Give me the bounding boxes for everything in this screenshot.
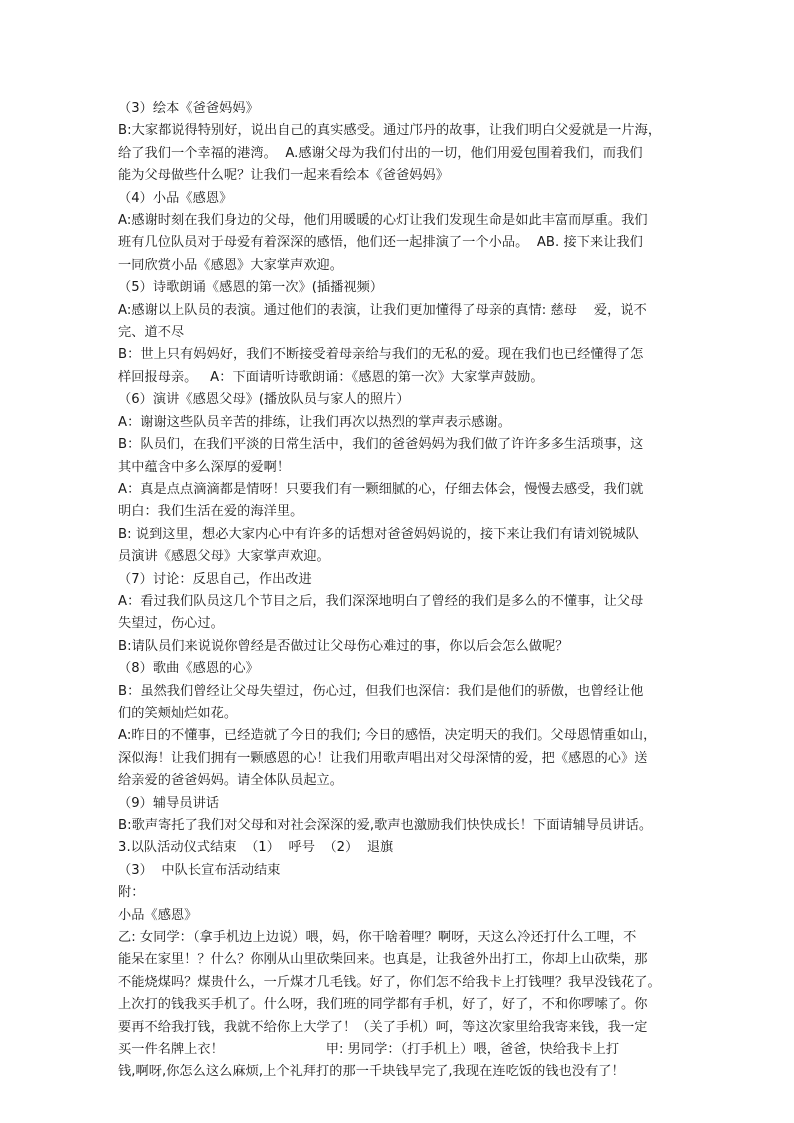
section-heading: （6）演讲《感恩父母》(播放队员与家人的照片）	[118, 392, 410, 408]
paragraph-line: A:感谢以上队员的表演。通过他们的表演，让我们更加懂得了母亲的真情: 慈母 爱，说不	[118, 302, 647, 318]
appendix-title: 小品《感恩》	[118, 907, 198, 923]
paragraph-line: A:昨日的不懂事，已经造就了今日的我们; 今日的感悟，决定明天的我们。父母恩情重如山，	[118, 728, 657, 744]
paragraph-line: A:感谢时刻在我们身边的父母，他们用暖暖的心灯让我们发现生命是如此丰富而厚重。我们	[118, 213, 648, 229]
paragraph-line: B:歌声寄托了我们对父母和对社会深深的爱,歌声也激励我们快快成长！下面请辅导员讲话。	[118, 818, 653, 833]
section-heading: （4）小品《感恩》	[118, 190, 233, 206]
paragraph-line: 一同欣赏小品《感恩》大家掌声欢迎。	[118, 257, 344, 273]
paragraph-line: 上次打的钱我买手机了。什么呀，我们班的同学都有手机，好了，好了，不和你啰嗦了。你	[118, 997, 648, 1013]
paragraph-line: 员演讲《感恩父母》大家掌声欢迎。	[118, 549, 330, 565]
section-heading: （5）诗歌朗诵《感恩的第一次》(插播视频）	[118, 280, 384, 296]
paragraph-line: 钱,啊呀,你怎么这么麻烦,上个礼拜打的那一千块钱早完了,我现在连吃饭的钱也没有了！	[118, 1064, 625, 1080]
paragraph-line: A：真是点点滴滴都是情呀！只要我们有一颗细腻的心，仔细去体会，慢慢去感受，我们就	[118, 481, 644, 497]
paragraph-line: B:大家都说得特别好，说出自己的真实感受。通过邝丹的故事，让我们明白父爱就是一片海，	[118, 123, 662, 139]
paragraph-line: 其中蕴含中多么深厚的爱啊！	[118, 459, 291, 475]
paragraph-line: A：看过我们队员这几个节目之后，我们深深地明白了曾经的我们是多么的不懂事，让父母	[118, 593, 644, 609]
section-heading: （7）讨论：反思自己，作出改进	[118, 571, 312, 587]
paragraph-line: 能呆在家里！？什么？你刚从山里砍柴回来。也真是，让我爸外出打工，你却上山砍柴，那	[118, 952, 648, 968]
paragraph-line: 能为父母做些什么呢？让我们一起来看绘本《爸爸妈妈》	[118, 168, 449, 184]
paragraph-line: B:请队员们来说说你曾经是否做过让父母伤心难过的事，你以后会怎么做呢？	[118, 638, 569, 654]
paragraph-line: 不能烧煤吗？煤贵什么，一斤煤才几毛钱。好了，你们怎不给我卡上打钱哩？我早没钱花了。	[118, 974, 661, 990]
paragraph-line: 要再不给我打钱，我就不给你上大学了！（关了手机）呵，等这次家里给我寄来钱，我一定	[118, 1019, 648, 1035]
paragraph-line: B：世上只有妈妈好，我们不断接受着母亲给与我们的无私的爱。现在我们也已经懂得了怎	[118, 347, 644, 363]
paragraph-line: 班有几位队员对于母爱有着深深的感悟，他们还一起排演了一个小品。 AB. 接下来让我们	[118, 235, 643, 251]
paragraph-line: 样回报母亲。 A：下面请听诗歌朗诵：《感恩的第一次》大家掌声鼓励。	[118, 369, 544, 385]
paragraph-line: B：队员们，在我们平淡的日常生活中，我们的爸爸妈妈为我们做了许许多多生活琐事，这	[118, 437, 644, 453]
paragraph-line: 买一件名牌上衣！ 甲: 男同学：（打手机上）喂，爸爸，快给我卡上打	[118, 1042, 620, 1058]
paragraph-line: 给了我们一个幸福的港湾。 A.感谢父母为我们付出的一切，他们用爱包围着我们，而我们	[118, 145, 643, 161]
document-body	[118, 98, 686, 1084]
section-heading: （8）歌曲《感恩的心》	[118, 661, 259, 677]
paragraph-line: B: 说到这里，想必大家内心中有许多的话想对爸爸妈妈说的，接下来让我们有请刘锐城队	[118, 526, 639, 542]
section-heading: （3）绘本《爸爸妈妈》	[118, 101, 259, 116]
paragraph-line: 失望过，伤心过。	[118, 616, 224, 632]
paragraph-line: 深似海！让我们拥有一颗感恩的心！让我们用歌声唱出对父母深情的爱，把《感恩的心》送	[118, 750, 648, 766]
paragraph-line: 完、道不尽	[118, 325, 185, 341]
appendix-label: 附：	[118, 885, 145, 901]
paragraph-line: 乙: 女同学：（拿手机边上边说）喂，妈，你干啥着哩？啊呀，天这么冷还打什么工哩，不	[118, 930, 637, 946]
paragraph-line: 们的笑颊灿烂如花。	[118, 705, 238, 721]
paragraph-line: 给亲爱的爸爸妈妈。请全体队员起立。	[118, 773, 344, 789]
section-heading: （3） 中队长宣布活动结束	[118, 862, 281, 878]
section-heading: 3.以队活动仪式结束 （1） 呼号 （2） 退旗	[118, 840, 394, 856]
paragraph-line: B：虽然我们曾经让父母失望过，伤心过，但我们也深信：我们是他们的骄傲，也曾经让他	[118, 683, 644, 699]
paragraph-line: A：谢谢这些队员辛苦的排练，让我们再次以热烈的掌声表示感谢。	[118, 414, 511, 430]
section-heading: （9）辅导员讲话	[118, 795, 220, 811]
paragraph-line: 明白：我们生活在爱的海洋里。	[118, 504, 304, 520]
